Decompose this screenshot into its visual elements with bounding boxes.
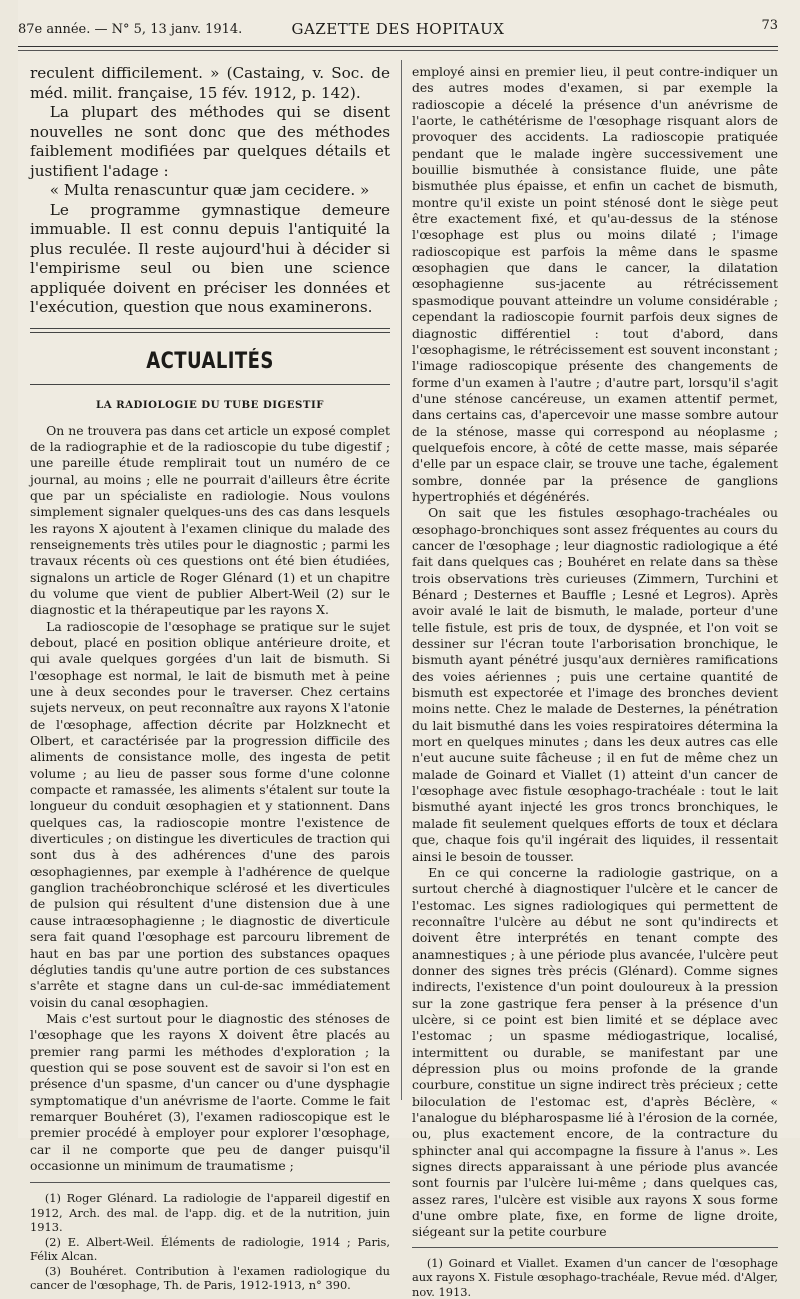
footnote: (1) Goinard et Viallet. Examen d'un cancer de l'œsophage aux rayons X. Fistule œsophago-trachéale, Revue méd. d'Alger, nov. 1913. [412,1255,778,1299]
article-paragraph: En ce qui concerne la radiologie gastrique, on a surtout cherché à diagnostiquer l'ulcère et le cancer de l'estomac. Les signes radiologiques qui permettent de reconnaître l'ulcère au début ne sont qu'indirects et doivent être interprétés en tenant compte des anamnestiques ; à une période plus avancée, l'ulcère peut donner des signes très précis (Glénard). Comme signes indirects, l'existence d'un point douloureux à la pression sur la zone gastrique fera penser à la présence d'un ulcère, si ce point est bien limité et se déplace avec l'estomac ; un spasme médiogastrique, localisé, intermittent ou durable, se manifestant par une dépression plus ou moins profonde de la grande courbure, constitue un signe indirect très précieux ; cette biloculation de l'estomac est, d'après Béclère, « l'analogue du blépharospasme lié à l'érosion de la cornée, ou, plus exactement encore, de la contracture du sphincter anal qui accompagne la fissure à l'anus ». Les signes directs apparaissant à une période plus avancée sont fournis par l'ulcère lui-même ; dans quelques cas, assez rares, l'ulcère est visible aux rayons X sous forme d'une ombre plate, fixe, en forme de ligne droite, siégeant sur la petite courbure [412,864,778,1240]
header-rule [18,46,778,47]
journal-title: GAZETTE DES HOPITAUX [291,20,505,38]
footnote: (2) E. Albert-Weil. Éléments de radiologie, 1914 ; Paris, Félix Alcan. [30,1234,390,1264]
footnote: (1) Roger Glénard. La radiologie de l'appareil digestif en 1912, Arch. des mal. de l'app. dig. et de la nutrition, juin 1913. [30,1191,390,1235]
article-paragraph: On ne trouvera pas dans cet article un exposé complet de la radiographie et de la radioscopie du tube digestif ; une pareille étude remplirait tout un numéro de ce journal, au moins ; elle ne pourrait d'ailleurs être écrite que par un spécialiste en radiologie. Nous voulons simplement signaler quelques-uns des cas dans lesquels les rayons X ajoutent à l'examen clinique du malade des renseignements très utiles pour le diagnostic ; parmi les travaux récents où ces questions ont été bien étudiées, signalons un article de Roger Glénard (1) et un chapitre du volume que vient de publier Albert-Weil (2) sur le diagnostic et la thérapeutique par les rayons X. [30,422,390,618]
footnote: (3) Bouhéret. Contribution à l'examen radiologique du cancer de l'œsophage, Th. de Paris, 1912-1913, n° 390. [30,1263,390,1293]
column-divider [401,60,402,1100]
header-rule-thin [18,50,778,51]
issue-info: 87e année. — N° 5, 13 janv. 1914. [18,22,243,37]
left-column [30,64,390,1293]
intro-paragraph: reculent difficilement. » (Castaing, v. Soc. de méd. milit. française, 15 fév. 1912, p. 142). [30,64,390,102]
right-column [412,64,778,1299]
article-paragraph: Mais c'est surtout pour le diagnostic des sténoses de l'œsophage que les rayons X doivent être placés au premier rang parmi les méthodes d'exploration ; la question qui se pose souvent est de savoir si l'on est en présence d'un spasme, d'un cancer ou d'une dysphagie symptomatique d'un anévrisme de l'aorte. Comme le fait remarquer Bouhéret (3), l'examen radioscopique est le premier procédé à employer pour explorer l'œsophage, car il ne comporte que peu de danger puisqu'il occasionne un minimum de traumatisme ; [30,1010,390,1173]
footnote-rule [30,1182,390,1183]
article-paragraph: On sait que les fistules œsophago-trachéales ou œsophago-bronchiques sont assez fréquentes au cours du cancer de l'œsophage ; leur diagnostic radiologique a été fait dans quelques cas ; Bouhéret en relate dans sa thèse trois observations très curieuses (Zimmern, Turchini et Bénard ; Desternes et Bauffle ; Lesné et Legros). Après avoir avalé le lait de bismuth, le malade, porteur d'une telle fistule, est pris de toux, de dyspnée, et l'on voit se dessiner sur l'écran toute l'arborisation bronchique, le bismuth ayant pénétré jusqu'aux dernières ramifications des voies aériennes ; puis une certaine quantité de bismuth est expectorée et l'image des bronches devient moins nette. Chez le malade de Desternes, la pénétration du lait bismuthé dans les voies respiratoires détermina la mort en quelques minutes ; dans les deux autres cas elle n'eut aucune suite fâcheuse ; il en fut de même chez un malade de Goinard et Viallet (1) atteint d'un cancer de l'œsophage avec fistule œsophago-trachéale : tout le lait bismuthé ayant injecté les gros troncs bronchiques, le malade fit seulement quelques efforts de toux et déclara que, chaque fois qu'il ingérait des liquides, il ressentait ainsi le besoin de tousser. [412,505,778,864]
article-paragraph: La radioscopie de l'œsophage se pratique sur le sujet debout, placé en position oblique antérieure droite, et qui avale quelques gorgées d'un lait de bismuth. Si l'œsophage est normal, le lait de bismuth met à peine une à deux secondes pour le traverser. Chez certains sujets nerveux, on peut reconnaître aux rayons X l'atonie de l'œsophage, affection décrite par Holzknecht et Olbert, et caractérisée par la progression difficile des aliments de consistance molle, des ingesta de petit volume ; au lieu de passer sous forme d'une colonne compacte et ramassée, les aliments s'étalent sur toute la longueur du conduit œsophagien et y stationnent. Dans quelques cas, la radioscopie montre l'existence de diverticules ; on distingue les diverticules de traction qui sont dus à des adhérences d'une des parois œsophagiennes, par exemple à l'adhérence de quelque ganglion trachéobronchique sclérosé et les diverticules de pulsion qui résultent d'une distension due à une cause intraœsophagienne ; le diagnostic de diverticule sera fait quand l'œsophage est parcouru librement de haut en bas par une portion des substances opaques dégluties tandis qu'une autre portion de ces substances s'arrête et stagne dans un cul-de-sac immédiatement voisin du canal œsophagien. [30,618,390,1010]
section-rule [30,384,390,385]
latin-adage: « Multa renascuntur quæ jam cecidere. » [49,181,370,199]
intro-paragraph: Le programme gymnastique demeure immuable. Il est connu depuis l'antiquité la plus reculée. Il reste aujourd'hui à décider si l'empirisme seul ou bien une science appliquée doivent en préciser les données et l'exécution, question que nous examinerons. [30,200,390,316]
section-rule [30,328,390,333]
article-paragraph: employé ainsi en premier lieu, il peut contre-indiquer un des autres modes d'examen, si par exemple la radioscopie a décelé la présence d'un anévrisme de l'aorte, le cathétérisme de l'œsophage risquant alors de provoquer des accidents. La radioscopie pratiquée pendant que le malade ingère successivement une bouillie bismuthée à consistance fluide, une pâte bismuthée plus épaisse, et enfin un cachet de bismuth, montre qu'il existe un point sténosé dont le siège peut être exactement fixé, et qu'au-dessus de la sténose l'œsophage est plus ou moins dilaté ; l'image radioscopique est parfois la même dans le spasme œsophagien que dans le cancer, la dilatation œsophagienne sus-jacente au rétrécissement spasmodique pouvant atteindre un volume considérable ; cependant la radioscopie fournit parfois deux signes de diagnostic différentiel : tout d'abord, dans l'œsophagisme, le rétrécissement est souvent inconstant ; l'image radioscopique présente des changements de forme d'un examen à l'autre ; d'autre part, lorsqu'il s'agit d'une sténose cancéreuse, un examen attentif permet, dans certains cas, d'apercevoir une masse sombre autour de la sténose, masse qui correspond au néoplasme ; quelquefois encore, à côté de cette masse, mais séparée d'elle par un espace clair, se trouve une tache, également sombre, donnée par la présence de ganglions hypertrophiés et dégénérés. [412,64,778,504]
page-header [18,18,778,42]
intro-paragraph: La plupart des méthodes qui se disent nouvelles ne sont donc que des méthodes faiblement modifiées par quelques détails et justifient l'adage : [30,103,390,180]
article-title: LA RADIOLOGIE DU TUBE DIGESTIF [96,398,324,411]
footnote-rule [412,1247,778,1248]
section-title: ACTUALITÉS [146,348,274,374]
page-number: 73 [761,18,778,33]
